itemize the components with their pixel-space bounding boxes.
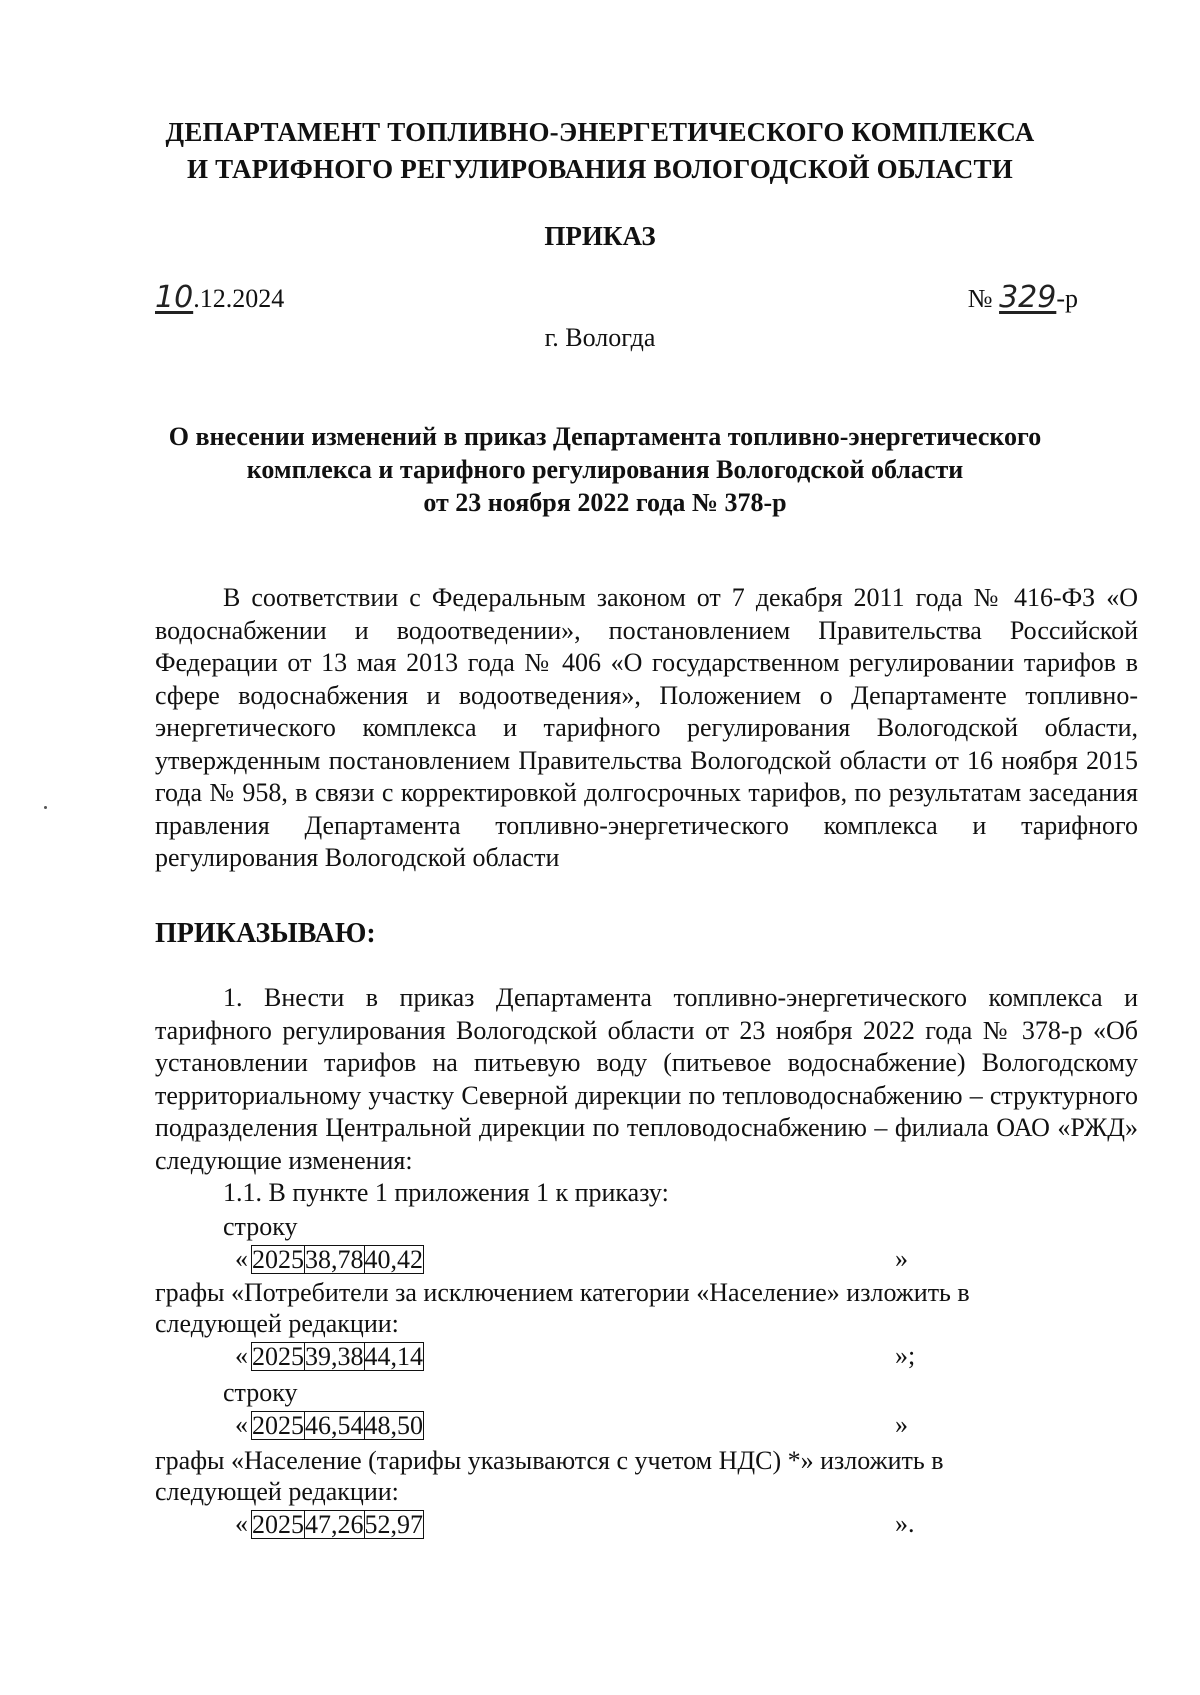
year-cell: 2025 — [252, 1341, 304, 1371]
tariff-cell-2: 44,14 — [364, 1341, 423, 1371]
subject-line2: комплекса и тарифного регулирования Вологодской области — [246, 455, 964, 484]
tariff-table — [251, 1411, 424, 1440]
tariff-cell-1: 46,54 — [305, 1410, 364, 1440]
number-suffix: -р — [1056, 284, 1078, 313]
order-date — [155, 282, 284, 315]
graph-1-text: графы «Потребители за исключением категории «Население» изложить в — [155, 1278, 970, 1307]
department-name-line1: ДЕПАРТАМЕНТ ТОПЛИВНО-ЭНЕРГЕТИЧЕСКОГО КОМПЛЕКСА — [165, 117, 1035, 147]
close-quote: » — [895, 1244, 908, 1273]
document-type: ПРИКАЗ — [544, 221, 656, 251]
item-1-text: 1. Внести в приказ Департамента топливно-энергетического комплекса и тарифного регулирования Вологодской области от 23 ноября 2022 года № 378-р «Об установлении тарифов на питьевую воду (питьевое водоснабжение) Вологодскому территориальному участку Северной дирекции по тепловодоснабжению – структурного подразделения Центральной дирекции по тепловодоснабжению – филиала ОАО «РЖД» следующие изменения: — [155, 983, 1138, 1175]
close-quote: » — [895, 1410, 908, 1439]
graph-2-text: графы «Население (тарифы указываются с учетом НДС) *» изложить в — [155, 1446, 944, 1475]
subject-line1: О внесении изменений в приказ Департамента топливно-энергетического — [168, 422, 1042, 451]
order-number — [968, 282, 1078, 315]
open-quote: « — [235, 1410, 248, 1439]
open-quote: « — [235, 1341, 248, 1370]
close-quote: »; — [895, 1341, 916, 1370]
item-1-paragraph — [155, 982, 1138, 1177]
tariff-cell-2: 52,97 — [364, 1509, 423, 1539]
tariff-table — [251, 1342, 424, 1371]
open-quote: « — [235, 1244, 248, 1273]
preamble-text: В соответствии с Федеральным законом от 7 декабря 2011 года № 416-ФЗ «О водоснабжении и водоотведении», постановлением Правительства Российской Федерации от 13 мая 2013 года № 406 «О государственном регулировании тарифов в сфере водоснабжения и водоотведения», Положением о Департаменте топливно-энергетического комплекса и тарифного регулирования Вологодской области, утвержденным постановлением Правительства Вологодской области от 16 ноября 2015 года № 958, в связи с корректировкой долгосрочных тарифов, по результатам заседания правления Департамента топливно-энергетического комплекса и тарифного регулирования Вологодской области — [155, 583, 1138, 872]
year-cell: 2025 — [252, 1410, 304, 1440]
date-rest: .12.2024 — [193, 284, 285, 313]
order-subject — [150, 420, 1060, 519]
order-word: ПРИКАЗЫВАЮ: — [155, 918, 376, 949]
scan-speck — [44, 806, 47, 809]
edition-label-2: следующей редакции: — [155, 1477, 399, 1506]
department-name-line2: И ТАРИФНОГО РЕГУЛИРОВАНИЯ ВОЛОГОДСКОЙ ОБЛАСТИ — [187, 154, 1013, 184]
tariff-cell-1: 38,78 — [305, 1244, 364, 1274]
year-cell: 2025 — [252, 1509, 304, 1539]
subject-line3: от 23 ноября 2022 года № 378-р — [423, 488, 787, 517]
graph-2-line — [155, 1445, 1138, 1478]
tariff-cell-2: 40,42 — [364, 1244, 423, 1274]
year-cell: 2025 — [252, 1244, 304, 1274]
city: г. Вологда — [544, 323, 656, 352]
handwritten-number: 329 — [999, 280, 1057, 315]
tariff-table — [251, 1245, 424, 1274]
preamble-paragraph — [155, 582, 1138, 875]
open-quote: « — [235, 1509, 248, 1538]
number-prefix: № — [967, 284, 1000, 313]
handwritten-day: 10 — [155, 280, 194, 315]
edition-label-1: следующей редакции: — [155, 1309, 399, 1338]
tariff-cell-2: 48,50 — [364, 1410, 423, 1440]
label-stroku-1: строку — [223, 1212, 298, 1241]
tariff-cell-1: 39,38 — [305, 1341, 364, 1371]
item-1-1: 1.1. В пункте 1 приложения 1 к приказу: — [223, 1178, 669, 1207]
label-stroku-2: строку — [223, 1378, 298, 1407]
close-quote: ». — [895, 1509, 915, 1538]
tariff-cell-1: 47,26 — [305, 1509, 364, 1539]
graph-1-line — [155, 1277, 1138, 1310]
tariff-table — [251, 1510, 424, 1539]
